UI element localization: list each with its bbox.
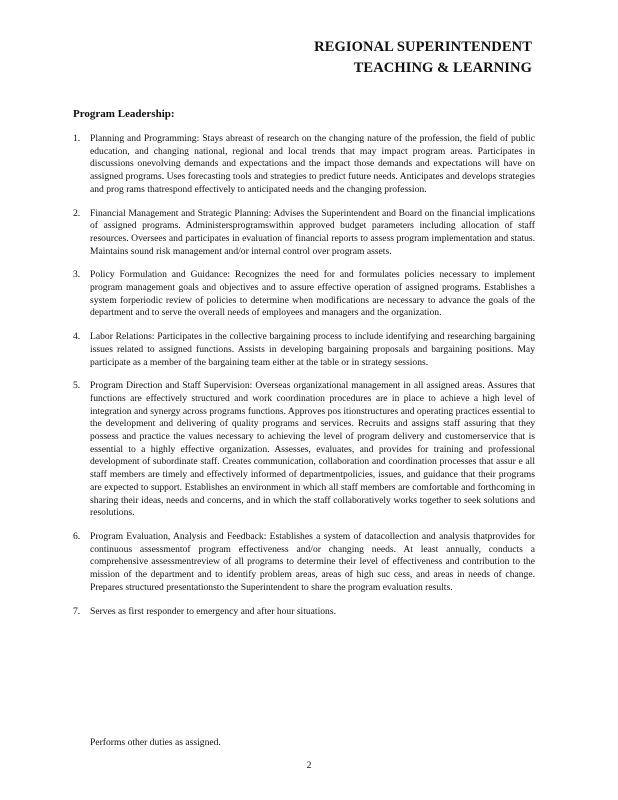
list-item [73, 531, 535, 595]
item-text: Labor Relations: Participates in the collective bargaining process to include identifying and researching bargaining issues related to assigned functions. Assists in developing bargaining proposals and bargaining positions. May participate as a member of the bargaining team either at the table or in strategy sessions. [90, 331, 535, 368]
duties-list [73, 133, 535, 629]
item-number: 3. [73, 269, 81, 281]
item-number: 4. [73, 331, 81, 343]
item-number: 1. [73, 133, 81, 144]
title-line-2: TEACHING & LEARNING [353, 60, 532, 76]
list-item [73, 331, 535, 369]
item-text: Planning and Programming: Stays abreast of research on the changing nature of the profession, the field of public education, and changing national, regional and local trends that may impact program areas. Participates in discussions onevolving demands and expectations and the impact those demands and expectations will have on assigned programs. Uses forecasting tools and strategies to predict future needs. Anticipates and develops strategies and prog rams thatrespond effectively to anticipated needs and the changing profession. [90, 133, 535, 195]
item-text: Program Evaluation, Analysis and Feedback: Establishes a system of datacollection and analysis thatprovides for continuous assessmentof program effectiveness and/or changing needs. At least annually, conducts a comprehensive assessmentreview of all programs to determine their level of effectiveness and contribution to the mission of the department and to identify problem areas, areas of high suc cess, and areas in needs of change. Prepares structured presentationsto the Superintendent to share the program evaluation results. [90, 530, 535, 593]
closing-line: Performs other duties as assigned. [90, 737, 221, 748]
item-number: 5. [73, 380, 81, 392]
item-number: 2. [73, 207, 81, 219]
item-number: 6. [73, 530, 81, 542]
page-number: 2 [306, 760, 312, 771]
item-text: Policy Formulation and Guidance: Recognizes the need for and formulates policies necessary to implement program management goals and objectives and to assure effective operation of assigned programs. Establishes a system forperiodic review of policies to determine when modifications are necessary to advance the goals of the department and to serve the overall needs of employees and managers and the organization. [90, 269, 535, 319]
document-title [200, 37, 532, 79]
item-text: Serves as first responder to emergency and after hour situations. [90, 605, 336, 617]
list-item [73, 133, 535, 197]
item-text: Program Direction and Staff Supervision: Overseas organizational management in all assigned areas. Assures that functions are effectively structured and work coordination procedures are in place to achieve a high level of integration and synergy across programs functions. Approves pos itionstructures and operating practices essential to the development and delivering of quality programs and services. Recruits and assigns staff assuring that they possess and practice the values necessary to achieving the level of program delivery and customerservice that is essential to a highly effective organization. Assesses, evaluates, and provides for training and professional development of subordinate staff. Creates communication, collaboration and coordination processes that assur e all staff members are timely and effectively informed of departmentpolicies, issues, and guidance that their programs are expected to support. Establishes an environment in which all staff members are comfortable and forthcoming in sharing their ideas, needs and concerns, and in which the staff collaboratively works together to seek solutions and resolutions. [90, 380, 535, 519]
section-heading: Program Leadership: [73, 108, 175, 120]
list-item [73, 269, 535, 320]
list-item [73, 208, 535, 259]
list-item [73, 606, 535, 619]
list-item [73, 380, 535, 520]
item-number: 7. [73, 605, 81, 617]
item-text: Financial Management and Strategic Planning: Advises the Superintendent and Board on the financial implications of assigned programs. Administersprogramswithin approved budget parameters including allocation of staff resources. Oversees and participates in evaluation of financial reports to assess program implementation and status. Maintains sound risk management and/or internal control over program assets. [90, 207, 535, 257]
title-line-1: REGIONAL SUPERINTENDENT [314, 39, 532, 55]
